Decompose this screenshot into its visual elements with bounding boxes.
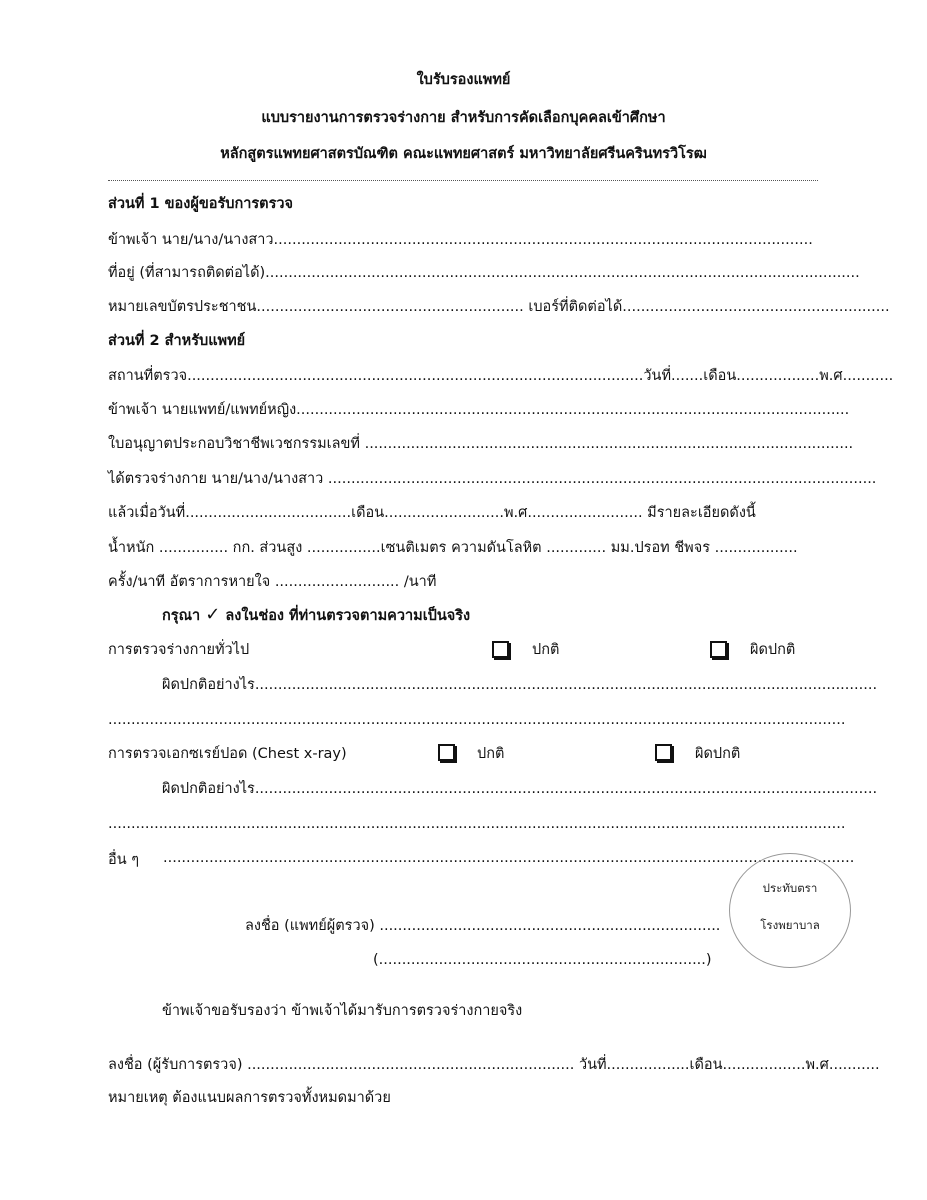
instruction-prefix: กรุณา	[162, 608, 201, 624]
license-number-field[interactable]: ใบอนุญาตประกอบวิชาชีพเวชกรรมเลขที่ ..........................................................................................................	[108, 436, 854, 452]
xray-abnormal-label: ผิดปกติ	[695, 746, 741, 762]
examined-person-field[interactable]: ได้ตรวจร่างกาย นาย/นาง/นางสาว .......................................................................................................................	[108, 471, 877, 487]
doctor-name-field[interactable]: ข้าพเจ้า นายแพทย์/แพทย์หญิง........................................................................................................................	[108, 402, 850, 418]
form-program: หลักสูตรแพทยศาสตรบัณฑิต คณะแพทยศาสตร์ มหาวิทยาลัยศรีนครินทรวิโรฒ	[220, 146, 707, 162]
form-subtitle: แบบรายงานการตรวจร่างกาย สำหรับการคัดเลือกบุคคลเข้าศึกษา	[261, 110, 666, 126]
part2-heading: ส่วนที่ 2 สำหรับแพทย์	[108, 333, 246, 349]
hospital-stamp	[729, 853, 851, 968]
stamp-line-1: ประทับตรา	[762, 881, 818, 895]
other-label: อื่น ๆ	[108, 852, 140, 868]
instruction	[162, 605, 470, 626]
xray-normal-checkbox[interactable]	[438, 744, 455, 761]
xray-abnormal-detail-field[interactable]: ผิดปกติอย่างไร.......................................................................................................................................	[162, 781, 878, 797]
applicant-name-field[interactable]: ข้าพเจ้า นาย/นาง/นางสาว.....................................................................................................................	[108, 232, 813, 248]
doctor-printed-name-field[interactable]: (.......................................................................)	[373, 952, 712, 968]
xray-abnormal-checkbox[interactable]	[655, 744, 672, 761]
general-normal-label: ปกติ	[532, 642, 560, 658]
applicant-signature-field[interactable]: ลงชื่อ (ผู้รับการตรวจ) ....................................................................... วันที่..................เดือน..................พ.ศ...........	[108, 1057, 880, 1073]
form-title: ใบรับรองแพทย์	[416, 72, 511, 88]
vitals-field-2[interactable]: ครั้ง/นาที อัตราการหายใจ ........................... /นาที	[108, 574, 437, 590]
other-field[interactable]: ......................................................................................................................................................	[163, 850, 855, 866]
xray-normal-label: ปกติ	[477, 746, 505, 762]
stamp-line-2: โรงพยาบาล	[760, 918, 820, 932]
general-exam-label: การตรวจร่างกายทั่วไป	[108, 642, 250, 658]
chest-xray-label: การตรวจเอกซเรย์ปอด (Chest x-ray)	[108, 746, 347, 762]
header-divider	[108, 180, 818, 181]
doctor-signature-field[interactable]: ลงชื่อ (แพทย์ผู้ตรวจ) ..........................................................................	[245, 918, 721, 934]
applicant-address-field[interactable]: ที่อยู่ (ที่สามารถติดต่อได้).................................................................................................................................	[108, 265, 860, 281]
exam-place-date-field[interactable]: สถานที่ตรวจ...................................................................................................วันที่.......เดือน..................พ.ศ...........	[108, 368, 894, 384]
vitals-field-1[interactable]: น้ำหนัก ............... กก. ส่วนสูง ................เซนติเมตร ความดันโลหิต ............. มม.ปรอท ชีพจร ..................	[108, 540, 798, 556]
certification-statement: ข้าพเจ้าขอรับรองว่า ข้าพเจ้าได้มารับการตรวจร่างกายจริง	[162, 1003, 523, 1019]
general-normal-checkbox[interactable]	[492, 641, 509, 658]
applicant-id-phone-field[interactable]: หมายเลขบัตรประชาชน.......................................................... เบอร์ที่ติดต่อได้..........................................................	[108, 299, 890, 315]
general-abnormal-detail-field[interactable]: ผิดปกติอย่างไร.......................................................................................................................................	[162, 677, 878, 693]
instruction-suffix: ลงในช่อง ที่ท่านตรวจตามความเป็นจริง	[225, 608, 471, 624]
general-abnormal-label: ผิดปกติ	[750, 642, 796, 658]
note: หมายเหตุ ต้องแนบผลการตรวจทั้งหมดมาด้วย	[108, 1090, 391, 1106]
xray-abnormal-detail-continued[interactable]: ................................................................................................................................................................	[108, 816, 846, 832]
general-abnormal-detail-continued[interactable]: ................................................................................................................................................................	[108, 712, 846, 728]
check-mark-icon: ✓	[205, 604, 221, 625]
general-abnormal-checkbox[interactable]	[710, 641, 727, 658]
part1-heading: ส่วนที่ 1 ของผู้ขอรับการตรวจ	[108, 196, 294, 212]
exam-date-field[interactable]: แล้วเมื่อวันที่....................................เดือน..........................พ.ศ......................... มีรายละเอียดดังนี้	[108, 505, 756, 521]
